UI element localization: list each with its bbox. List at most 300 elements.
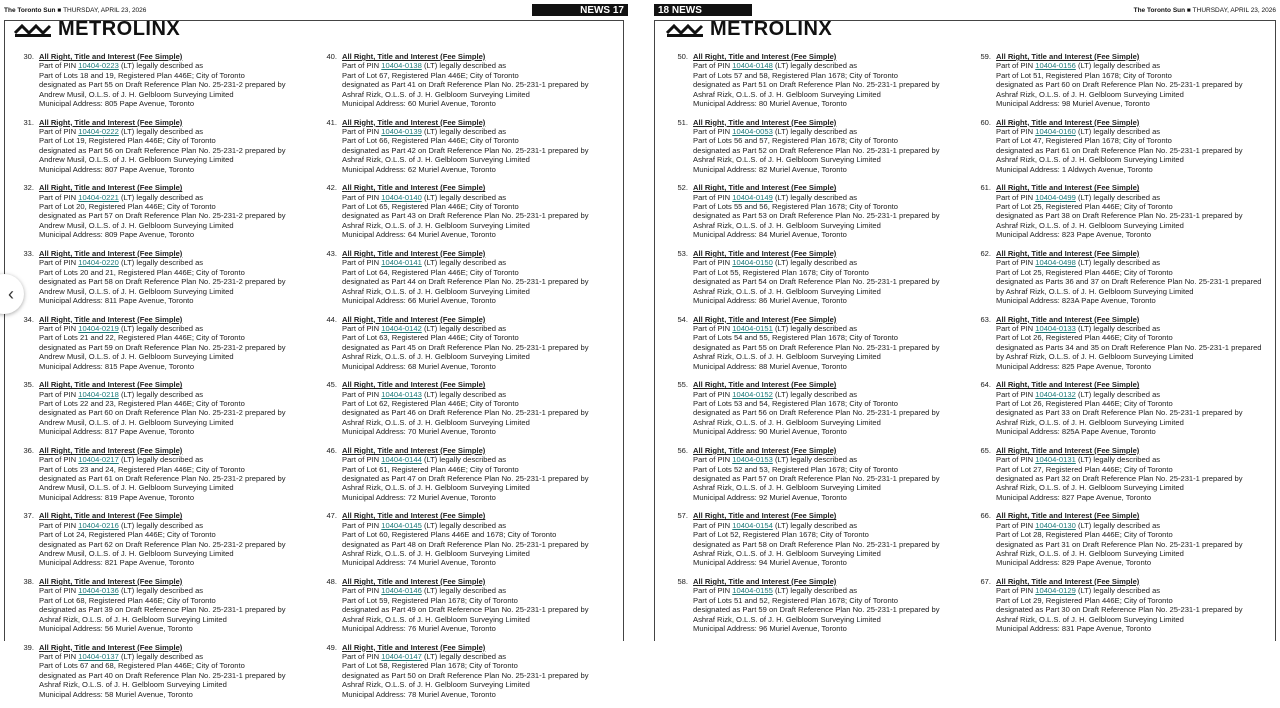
notice-entry: [975, 315, 1262, 371]
entry-body: [39, 183, 286, 239]
surveyor-line: Ashraf Rizk, O.L.S. of J. H. Gelbloom Surveying Limited: [342, 286, 530, 296]
surveyor-line: Ashraf Rizk, O.L.S. of J. H. Gelbloom Surveying Limited: [693, 417, 881, 427]
pin-suffix: (LT) legally described as: [1077, 258, 1161, 268]
pin-link[interactable]: 10404-0142: [381, 323, 422, 333]
pin-suffix: (LT) legally described as: [423, 586, 507, 596]
entry-number: 54.: [677, 314, 688, 324]
entry-body: [996, 511, 1243, 567]
surveyor-line: Andrew Musil, O.L.S. of J. H. Gelbloom Surveying Limited: [39, 549, 234, 558]
address-line: Municipal Address: 74 Muriel Avenue, Toronto: [342, 558, 496, 568]
pin-link[interactable]: 10404-0218: [78, 389, 119, 399]
designation-line: designated as Part 49 on Draft Reference Plan No. 25-231-1 prepared by: [342, 605, 589, 615]
entry-number: 50.: [677, 52, 688, 61]
address-line: Municipal Address: 76 Muriel Avenue, Toronto: [342, 624, 496, 634]
pin-suffix: (LT) legally described as: [423, 455, 507, 465]
address-line: Municipal Address: 817 Pape Avenue, Toronto: [39, 427, 195, 437]
address-line: Municipal Address: 831 Pape Avenue, Toronto: [996, 624, 1152, 634]
notice-entry: [321, 577, 589, 633]
designation-line: designated as Part 62 on Draft Reference Plan No. 25-231-2 prepared by: [39, 539, 286, 549]
notice-entry: [321, 643, 589, 699]
entry-number: 44.: [326, 314, 337, 324]
pin-suffix: (LT) legally described as: [774, 192, 858, 202]
pin-suffix: (LT) legally described as: [774, 520, 858, 530]
pin-link[interactable]: 10404-0217: [78, 455, 119, 465]
lot-line: Part of Lot 68, Registered Plan 446E; City of Toronto: [39, 595, 216, 605]
pin-link[interactable]: 10404-0151: [732, 323, 773, 333]
surveyor-line: Ashraf Rizk, O.L.S. of J. H. Gelbloom Surveying Limited: [342, 614, 530, 624]
entry-number: 56.: [677, 445, 688, 455]
pin-prefix: Part of PIN: [342, 192, 380, 202]
entry-body: [996, 380, 1243, 436]
entry-body: [342, 380, 589, 436]
pin-prefix: Part of PIN: [996, 455, 1034, 465]
entry-heading: All Right, Title and Interest (Fee Simple): [342, 314, 486, 324]
entry-heading: All Right, Title and Interest (Fee Simple): [996, 183, 1140, 193]
pin-link[interactable]: 10404-0223: [78, 61, 119, 71]
entry-number: 41.: [326, 117, 337, 127]
pin-link[interactable]: 10404-0139: [381, 127, 422, 137]
entry-number: 37.: [23, 511, 34, 521]
surveyor-line: Ashraf Rizk, O.L.S. of J. H. Gelbloom Surveying Limited: [342, 155, 530, 165]
pin-link[interactable]: 10404-0129: [1035, 586, 1076, 596]
notice-entry: [18, 315, 286, 371]
pin-prefix: Part of PIN: [693, 192, 731, 202]
notice-entry: [672, 249, 940, 305]
notice-entry: [672, 52, 940, 108]
entry-number: 40.: [326, 52, 337, 61]
pin-suffix: (LT) legally described as: [1077, 61, 1161, 71]
designation-line: designated as Parts 34 and 35 on Draft Reference Plan No. 25-231-1 prepared: [996, 342, 1262, 352]
address-line: Municipal Address: 88 Muriel Avenue, Toronto: [693, 361, 847, 371]
lot-line: Part of Lots 23 and 24, Registered Plan 446E; City of Toronto: [39, 464, 245, 474]
metrolinx-logo: [14, 18, 180, 41]
entry-body: [996, 446, 1243, 502]
notice-entry: [975, 118, 1262, 174]
designation-line: designated as Part 32 on Draft Reference Plan No. 25-231-1 prepared by: [996, 473, 1243, 483]
pin-suffix: (LT) legally described as: [120, 258, 204, 268]
entry-body: [693, 183, 940, 239]
pin-line: [39, 258, 286, 267]
entry-body: [693, 118, 940, 174]
pin-prefix: Part of PIN: [342, 127, 380, 137]
address-line: Municipal Address: 68 Muriel Avenue, Toronto: [342, 361, 496, 371]
page-gutter: [628, 0, 652, 641]
lot-line: Part of Lots 52 and 53, Registered Plan 1678; City of Toronto: [693, 464, 899, 474]
address-line: Municipal Address: 829 Pape Avenue, Toronto: [996, 558, 1152, 568]
entry-number: 31.: [23, 117, 34, 127]
entry-body: [39, 380, 286, 436]
pin-prefix: Part of PIN: [693, 586, 731, 596]
pin-prefix: Part of PIN: [693, 323, 731, 333]
surveyor-line: Ashraf Rizk, O.L.S. of J. H. Gelbloom Surveying Limited: [342, 220, 530, 230]
entry-number: 42.: [326, 183, 337, 193]
entry-number: 51.: [677, 117, 688, 127]
pin-link[interactable]: 10404-0141: [381, 258, 422, 268]
notice-column: [975, 52, 1262, 643]
entry-heading: All Right, Title and Interest (Fee Simple): [39, 445, 183, 455]
designation-line: designated as Part 55 on Draft Reference Plan No. 25-231-2 prepared by: [39, 80, 286, 90]
surveyor-line: Ashraf Rizk, O.L.S. of J. H. Gelbloom Surveying Limited: [39, 680, 227, 690]
address-line: Municipal Address: 819 Pape Avenue, Toronto: [39, 492, 195, 502]
entry-heading: All Right, Title and Interest (Fee Simple): [39, 314, 183, 324]
pin-suffix: (LT) legally described as: [1077, 389, 1161, 399]
entry-number: 33.: [23, 248, 34, 258]
pin-prefix: Part of PIN: [39, 258, 77, 268]
lot-line: Part of Lot 58, Registered Plan 1678; City of Toronto: [342, 661, 518, 671]
entry-body: [342, 52, 589, 108]
lot-line: Part of Lot 26, Registered Plan 446E; City of Toronto: [996, 333, 1173, 343]
pin-prefix: Part of PIN: [342, 323, 380, 333]
pin-prefix: Part of PIN: [342, 586, 380, 596]
pin-prefix: Part of PIN: [996, 586, 1034, 596]
address-line: Municipal Address: 70 Muriel Avenue, Toronto: [342, 427, 496, 437]
pin-link[interactable]: 10404-0136: [78, 586, 119, 596]
notice-entry: [321, 52, 589, 108]
designation-line: designated as Part 61 on Draft Reference Plan No. 25-231-2 prepared by: [39, 473, 286, 483]
pin-line: [996, 127, 1243, 136]
entry-number: 32.: [23, 183, 34, 193]
entry-number: 43.: [326, 248, 337, 258]
designation-line: designated as Part 45 on Draft Reference Plan No. 25-231-1 prepared by: [342, 342, 589, 352]
pin-link[interactable]: 10404-0145: [381, 520, 422, 530]
lot-line: Part of Lot 19, Registered Plan 446E; City of Toronto: [39, 136, 216, 146]
entry-body: [39, 511, 286, 567]
surveyor-line: Ashraf Rizk, O.L.S. of J. H. Gelbloom Surveying Limited: [693, 286, 881, 296]
entry-body: [342, 315, 589, 371]
entry-number: 59.: [980, 52, 991, 61]
pin-suffix: (LT) legally described as: [774, 586, 858, 596]
notice-entry: [975, 380, 1262, 436]
surveyor-line: Ashraf Rizk, O.L.S. of J. H. Gelbloom Surveying Limited: [693, 614, 881, 624]
entry-heading: All Right, Title and Interest (Fee Simple): [342, 511, 486, 521]
entry-heading: All Right, Title and Interest (Fee Simple): [996, 52, 1140, 61]
pin-prefix: Part of PIN: [996, 323, 1034, 333]
entry-number: 53.: [677, 248, 688, 258]
pin-link[interactable]: 10404-0148: [732, 61, 773, 71]
pin-suffix: (LT) legally described as: [774, 389, 858, 399]
pin-line: [39, 193, 286, 202]
pin-line: [39, 521, 286, 530]
pin-link[interactable]: 10404-0132: [1035, 389, 1076, 399]
lot-line: Part of Lot 64, Registered Plan 446E; City of Toronto: [342, 267, 519, 277]
notice-column: [321, 52, 589, 708]
address-line: Municipal Address: 815 Pape Avenue, Toronto: [39, 361, 195, 371]
entry-number: 35.: [23, 380, 34, 390]
entry-number: 52.: [677, 183, 688, 193]
section-banner: NEWS 17: [532, 4, 628, 16]
entry-heading: All Right, Title and Interest (Fee Simple): [39, 248, 183, 258]
lot-line: Part of Lot 67, Registered Plan 446E; City of Toronto: [342, 70, 519, 80]
address-line: Municipal Address: 84 Muriel Avenue, Toronto: [693, 230, 847, 240]
surveyor-line: Ashraf Rizk, O.L.S. of J. H. Gelbloom Surveying Limited: [996, 483, 1184, 493]
lot-line: Part of Lot 47, Registered Plan 1678; City of Toronto: [996, 136, 1172, 146]
address-line: Municipal Address: 827 Pape Avenue, Toronto: [996, 492, 1152, 502]
designation-line: designated as Part 53 on Draft Reference Plan No. 25-231-1 prepared by: [693, 211, 940, 221]
pin-link[interactable]: 10404-0221: [78, 192, 119, 202]
designation-line: designated as Part 41 on Draft Reference Plan No. 25-231-1 prepared by: [342, 80, 589, 90]
pin-suffix: (LT) legally described as: [423, 389, 507, 399]
entry-body: [693, 315, 940, 371]
lot-line: Part of Lot 28, Registered Plan 446E; City of Toronto: [996, 530, 1173, 540]
pin-link[interactable]: 10404-0499: [1035, 192, 1076, 202]
pin-suffix: (LT) legally described as: [120, 389, 204, 399]
pin-link[interactable]: 10404-0130: [1035, 520, 1076, 530]
address-line: Municipal Address: 90 Muriel Avenue, Toronto: [693, 427, 847, 437]
entry-heading: All Right, Title and Interest (Fee Simple): [39, 577, 183, 586]
surveyor-line: Ashraf Rizk, O.L.S. of J. H. Gelbloom Surveying Limited: [693, 89, 881, 99]
pin-line: [693, 61, 940, 70]
pin-line: [39, 390, 286, 399]
notice-entry: [321, 183, 589, 239]
surveyor-line: Ashraf Rizk, O.L.S. of J. H. Gelbloom Surveying Limited: [693, 352, 881, 362]
metrolinx-logo: [666, 18, 832, 41]
pin-prefix: Part of PIN: [996, 61, 1034, 71]
issue-date: THURSDAY, APRIL 23, 2026: [63, 6, 147, 14]
pin-prefix: Part of PIN: [693, 389, 731, 399]
pin-suffix: (LT) legally described as: [120, 192, 204, 202]
pin-suffix: (LT) legally described as: [120, 520, 204, 530]
designation-line: designated as Part 59 on Draft Reference Plan No. 25-231-2 prepared by: [39, 342, 286, 352]
pin-line: [996, 258, 1262, 267]
lot-line: Part of Lot 25, Registered Plan 446E; City of Toronto: [996, 267, 1173, 277]
pin-suffix: (LT) legally described as: [1077, 455, 1161, 465]
designation-line: designated as Part 46 on Draft Reference Plan No. 25-231-1 prepared by: [342, 408, 589, 418]
designation-line: designated as Part 56 on Draft Reference Plan No. 25-231-1 prepared by: [693, 408, 940, 418]
pin-line: [693, 127, 940, 136]
entry-heading: All Right, Title and Interest (Fee Simple): [693, 511, 837, 521]
surveyor-line: Ashraf Rizk, O.L.S. of J. H. Gelbloom Surveying Limited: [996, 155, 1184, 165]
pin-link[interactable]: 10404-0143: [381, 389, 422, 399]
lot-line: Part of Lot 66, Registered Plan 446E; City of Toronto: [342, 136, 519, 146]
address-line: Municipal Address: 72 Muriel Avenue, Toronto: [342, 492, 496, 502]
pin-link[interactable]: 10404-0149: [732, 192, 773, 202]
surveyor-line: Andrew Musil, O.L.S. of J. H. Gelbloom Surveying Limited: [39, 352, 234, 362]
designation-line: designated as Part 51 on Draft Reference Plan No. 25-231-1 prepared by: [693, 80, 940, 90]
lot-line: Part of Lots 55 and 56, Registered Plan 1678; City of Toronto: [693, 202, 899, 212]
pin-prefix: Part of PIN: [39, 520, 77, 530]
address-line: Municipal Address: 811 Pape Avenue, Toronto: [39, 295, 194, 305]
pin-prefix: Part of PIN: [342, 520, 380, 530]
entry-number: 55.: [677, 380, 688, 390]
entry-number: 64.: [980, 380, 991, 390]
pin-suffix: (LT) legally described as: [1077, 323, 1161, 333]
entry-number: 38.: [23, 577, 34, 586]
notice-entry: [321, 249, 589, 305]
address-line: Municipal Address: 64 Muriel Avenue, Toronto: [342, 230, 496, 240]
pin-suffix: (LT) legally described as: [774, 258, 858, 268]
entry-number: 45.: [326, 380, 337, 390]
metrolinx-logo-icon: [666, 22, 704, 38]
logo-wordmark: METROLINX: [58, 18, 181, 40]
entry-heading: All Right, Title and Interest (Fee Simple): [342, 577, 486, 586]
pin-prefix: Part of PIN: [693, 127, 731, 137]
pin-link[interactable]: 10404-0146: [381, 586, 422, 596]
notice-entry: [672, 118, 940, 174]
entry-heading: All Right, Title and Interest (Fee Simple): [693, 183, 837, 193]
pin-link[interactable]: 10404-0220: [78, 258, 119, 268]
pin-line: [693, 193, 940, 202]
surveyor-line: Ashraf Rizk, O.L.S. of J. H. Gelbloom Surveying Limited: [996, 220, 1184, 230]
pin-suffix: (LT) legally described as: [1077, 192, 1161, 202]
pin-line: [996, 324, 1262, 333]
designation-line: designated as Part 30 on Draft Reference Plan No. 25-231-1 prepared by: [996, 605, 1243, 615]
designation-line: designated as Part 58 on Draft Reference Plan No. 25-231-2 prepared by: [39, 277, 286, 287]
pin-prefix: Part of PIN: [39, 61, 77, 71]
entry-heading: All Right, Title and Interest (Fee Simple): [693, 248, 837, 258]
entry-number: 65.: [980, 445, 991, 455]
entry-heading: All Right, Title and Interest (Fee Simple): [693, 314, 837, 324]
designation-line: designated as Part 60 on Draft Reference Plan No. 25-231-1 prepared by: [996, 80, 1243, 90]
pin-line: [39, 324, 286, 333]
pin-prefix: Part of PIN: [693, 258, 731, 268]
page-folio-right: The Toronto Sun ■ THURSDAY, APRIL 23, 2026: [1133, 6, 1276, 14]
pin-link[interactable]: 10404-0498: [1035, 258, 1076, 268]
entry-heading: All Right, Title and Interest (Fee Simple): [342, 445, 486, 455]
notice-entry: [672, 446, 940, 502]
address-line: Municipal Address: 807 Pape Avenue, Toronto: [39, 164, 195, 174]
address-line: Municipal Address: 80 Muriel Avenue, Toronto: [693, 99, 847, 109]
pin-link[interactable]: 10404-0138: [381, 61, 422, 71]
pin-link[interactable]: 10404-0150: [732, 258, 773, 268]
entry-body: [342, 118, 589, 174]
surveyor-line: Andrew Musil, O.L.S. of J. H. Gelbloom Surveying Limited: [39, 286, 234, 296]
entry-number: 61.: [980, 183, 991, 193]
entry-heading: All Right, Title and Interest (Fee Simple): [996, 511, 1140, 521]
entry-body: [39, 446, 286, 502]
pin-link[interactable]: 10404-0156: [1035, 61, 1076, 71]
lot-line: Part of Lot 25, Registered Plan 446E; City of Toronto: [996, 202, 1173, 212]
pin-prefix: Part of PIN: [39, 389, 77, 399]
entry-number: 66.: [980, 511, 991, 521]
entry-number: 46.: [326, 445, 337, 455]
surveyor-line: Ashraf Rizk, O.L.S. of J. H. Gelbloom Surveying Limited: [342, 549, 530, 558]
pin-prefix: Part of PIN: [996, 192, 1034, 202]
notice-entry: [321, 118, 589, 174]
surveyor-line: Ashraf Rizk, O.L.S. of J. H. Gelbloom Surveying Limited: [996, 614, 1184, 624]
notice-entry: [975, 577, 1262, 633]
address-line: Municipal Address: 805 Pape Avenue, Toronto: [39, 99, 195, 109]
pin-link[interactable]: 10404-0216: [78, 520, 119, 530]
pin-link[interactable]: 10404-0152: [732, 389, 773, 399]
surveyor-line: Ashraf Rizk, O.L.S. of J. H. Gelbloom Surveying Limited: [342, 680, 530, 690]
notice-entry: [18, 52, 286, 108]
pin-suffix: (LT) legally described as: [120, 127, 204, 137]
pin-link[interactable]: 10404-0222: [78, 127, 119, 137]
pin-line: [693, 324, 940, 333]
pin-prefix: Part of PIN: [39, 192, 77, 202]
lot-line: Part of Lots 51 and 52, Registered Plan 1678; City of Toronto: [693, 595, 899, 605]
designation-line: designated as Part 52 on Draft Reference Plan No. 25-231-1 prepared by: [693, 145, 940, 155]
lot-line: Part of Lot 52, Registered Plan 1678; City of Toronto: [693, 530, 869, 540]
pin-line: [693, 258, 940, 267]
entry-body: [39, 52, 286, 108]
notice-entry: [18, 643, 286, 699]
designation-line: designated as Parts 36 and 37 on Draft Reference Plan No. 25-231-1 prepared: [996, 277, 1262, 287]
lot-line: Part of Lot 29, Registered Plan 446E; City of Toronto: [996, 595, 1173, 605]
pin-line: [996, 455, 1243, 464]
pin-suffix: (LT) legally described as: [423, 61, 507, 71]
pin-line: [39, 127, 286, 136]
surveyor-line: Andrew Musil, O.L.S. of J. H. Gelbloom Surveying Limited: [39, 417, 234, 427]
notice-entry: [975, 183, 1262, 239]
entry-heading: All Right, Title and Interest (Fee Simple): [693, 445, 837, 455]
pin-suffix: (LT) legally described as: [423, 192, 507, 202]
notice-entry: [672, 380, 940, 436]
pin-link[interactable]: 10404-0147: [381, 652, 422, 662]
lot-line: Part of Lots 53 and 54, Registered Plan 1678; City of Toronto: [693, 398, 899, 408]
pin-link[interactable]: 10404-0133: [1035, 323, 1076, 333]
newspaper-page-right: [652, 0, 1280, 641]
entry-body: [693, 52, 940, 108]
entry-body: [39, 118, 286, 174]
pin-link[interactable]: 10404-0140: [381, 192, 422, 202]
pin-suffix: (LT) legally described as: [423, 652, 507, 662]
logo-wordmark: METROLINX: [710, 18, 833, 40]
lot-line: Part of Lots 18 and 19, Registered Plan 446E; City of Toronto: [39, 70, 245, 80]
pin-link[interactable]: 10404-0154: [732, 520, 773, 530]
designation-line: designated as Part 54 on Draft Reference Plan No. 25-231-1 prepared by: [693, 277, 940, 287]
designation-line: designated as Part 57 on Draft Reference Plan No. 25-231-2 prepared by: [39, 211, 286, 221]
pin-link[interactable]: 10404-0137: [78, 652, 119, 662]
designation-line: designated as Part 44 on Draft Reference Plan No. 25-231-1 prepared by: [342, 277, 589, 287]
section-banner: 18 NEWS: [654, 4, 752, 16]
lot-line: Part of Lots 67 and 68, Registered Plan 446E; City of Toronto: [39, 661, 245, 671]
entry-heading: All Right, Title and Interest (Fee Simple): [996, 380, 1140, 390]
pin-line: [342, 61, 589, 70]
pin-line: [342, 324, 589, 333]
page-folio-left: The Toronto Sun ■ THURSDAY, APRIL 23, 2026: [4, 6, 147, 14]
entry-body: [693, 249, 940, 305]
entry-number: 58.: [677, 577, 688, 586]
pin-suffix: (LT) legally described as: [120, 323, 204, 333]
surveyor-line: Ashraf Rizk, O.L.S. of J. H. Gelbloom Surveying Limited: [996, 417, 1184, 427]
pin-line: [693, 586, 940, 595]
surveyor-line: Ashraf Rizk, O.L.S. of J. H. Gelbloom Surveying Limited: [693, 220, 881, 230]
pin-suffix: (LT) legally described as: [1077, 520, 1161, 530]
lot-line: Part of Lots 20 and 21, Registered Plan 446E; City of Toronto: [39, 267, 245, 277]
pin-line: [693, 455, 940, 464]
entry-number: 48.: [326, 577, 337, 586]
pin-line: [39, 61, 286, 70]
address-line: Municipal Address: 78 Muriel Avenue, Toronto: [342, 689, 496, 699]
pin-prefix: Part of PIN: [693, 520, 731, 530]
pin-link[interactable]: 10404-0219: [78, 323, 119, 333]
surveyor-line: Ashraf Rizk, O.L.S. of J. H. Gelbloom Surveying Limited: [996, 89, 1184, 99]
address-line: Municipal Address: 58 Muriel Avenue, Toronto: [39, 689, 193, 699]
entry-heading: All Right, Title and Interest (Fee Simple): [693, 52, 837, 61]
pin-prefix: Part of PIN: [39, 455, 77, 465]
designation-line: designated as Part 55 on Draft Reference Plan No. 25-231-1 prepared by: [693, 342, 940, 352]
notice-entry: [18, 249, 286, 305]
designation-line: designated as Part 43 on Draft Reference Plan No. 25-231-1 prepared by: [342, 211, 589, 221]
pin-prefix: Part of PIN: [693, 455, 731, 465]
pin-line: [39, 586, 286, 595]
newspaper-page-left: [0, 0, 628, 699]
pin-link[interactable]: 10404-0131: [1035, 455, 1076, 465]
pin-link[interactable]: 10404-0144: [381, 455, 422, 465]
pin-link[interactable]: 10404-0053: [732, 127, 773, 137]
pin-link[interactable]: 10404-0153: [732, 455, 773, 465]
entry-body: [342, 643, 589, 699]
entry-body: [39, 577, 286, 633]
pin-link[interactable]: 10404-0160: [1035, 127, 1076, 137]
pin-suffix: (LT) legally described as: [423, 127, 507, 137]
pin-link[interactable]: 10404-0155: [732, 586, 773, 596]
notice-column: [672, 52, 940, 643]
pin-suffix: (LT) legally described as: [774, 323, 858, 333]
surveyor-line: Ashraf Rizk, O.L.S. of J. H. Gelbloom Surveying Limited: [342, 483, 530, 493]
pin-line: [342, 127, 589, 136]
